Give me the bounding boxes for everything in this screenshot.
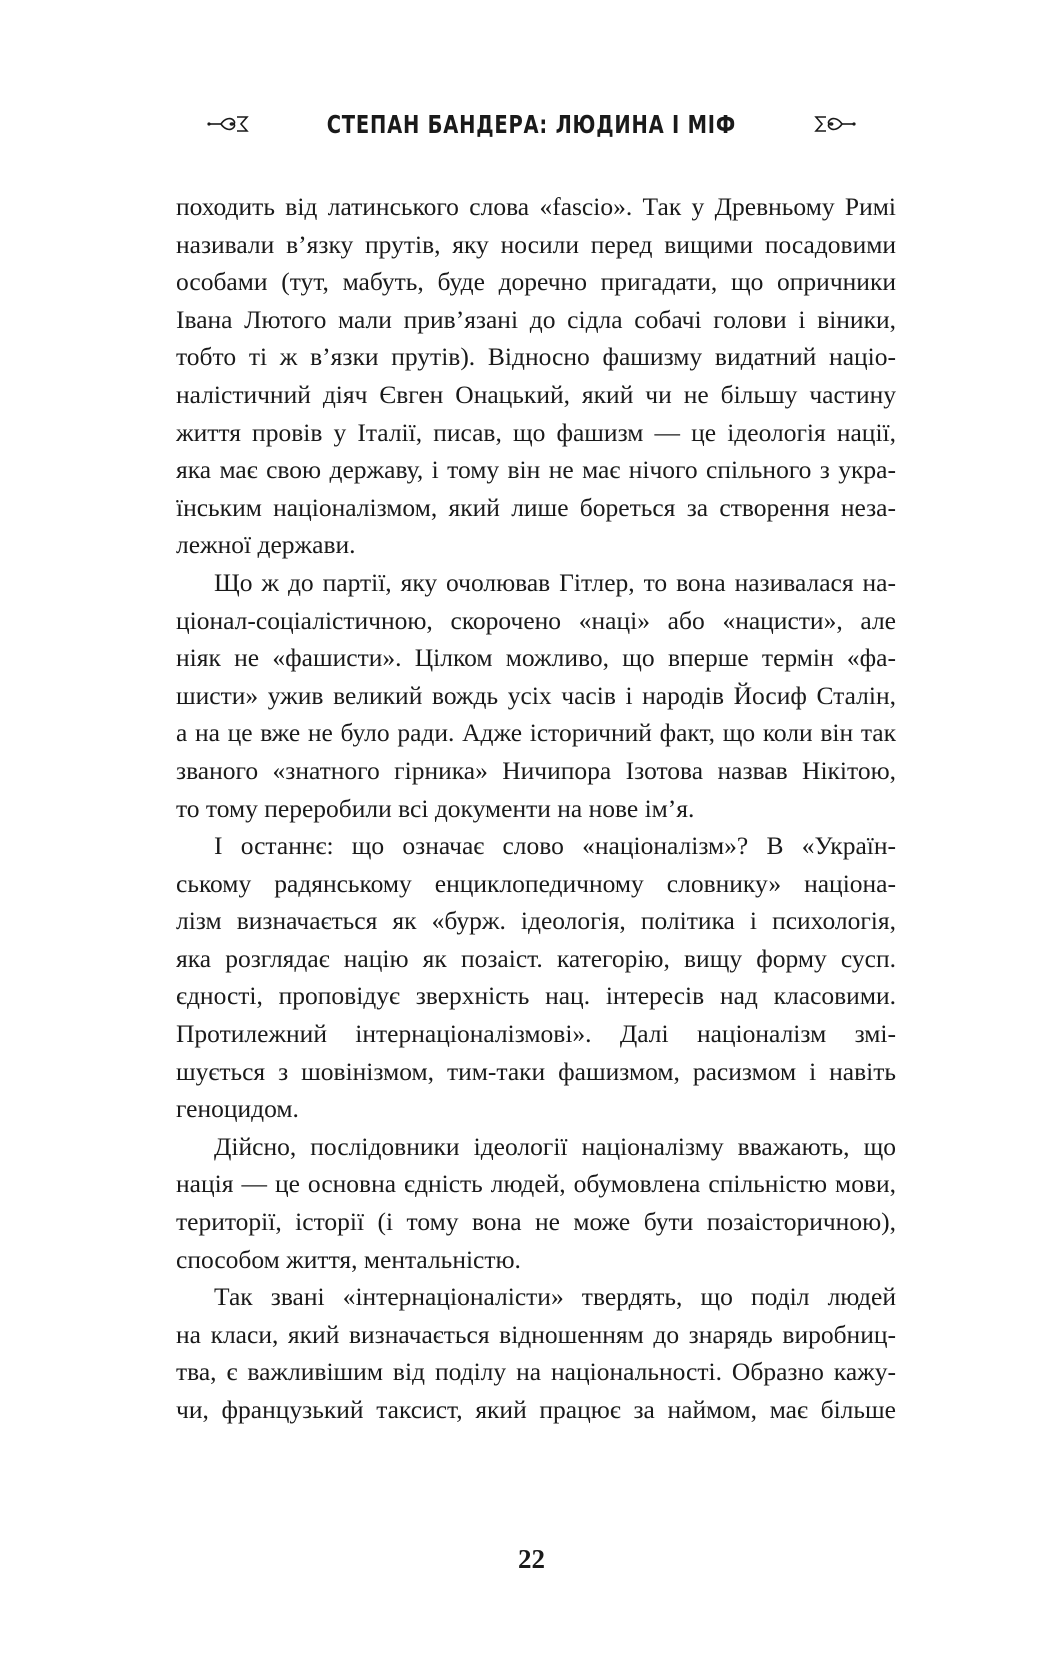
text-line: Що ж до партії, яку очолював Гітлер, то вона називалася на- <box>214 567 896 597</box>
text-line: особами (тут, мабуть, буде доречно пригадати, що опричники <box>176 267 896 297</box>
text-line: яка розглядає націю як позаіст. категорію, вищу форму сусп. <box>176 943 896 973</box>
text-line: геноцидом. <box>176 1094 299 1124</box>
text-line: єдності, проповідує зверхність нац. інтересів над класовими. <box>176 981 896 1011</box>
paragraph <box>176 564 896 827</box>
text-line: званого «знатного гірника» Ничипора Ізотова назвав Нікітою, <box>176 755 896 785</box>
page-number: 22 <box>518 1544 545 1574</box>
flourish-right-icon <box>812 113 856 135</box>
text-line: Протилежний інтернаціоналізмові». Далі націоналізм змі- <box>176 1019 896 1049</box>
text-line: на класи, який визначається відношенням до знарядь виробниц- <box>176 1319 896 1349</box>
text-line: ціонал-соціалістичною, скорочено «наці» або «нацисти», але <box>176 605 896 635</box>
text-line: чи, французький таксист, який працює за наймом, має більше <box>176 1395 896 1424</box>
text-line: життя провів у Італії, писав, що фашизм — це ідеологія нації, <box>176 417 896 447</box>
text-line: лізм визначається як «бурж. ідеологія, політика і психологія, <box>176 906 896 936</box>
text-line: їнським націоналізмом, який лише бореться за створення неза- <box>176 492 896 522</box>
text-line: називали в’язку прутів, яку носили перед вищими посадовими <box>176 229 896 259</box>
text-line: способом життя, ментальністю. <box>176 1244 521 1274</box>
text-line: а на це вже не було ради. Адже історичний факт, що коли він так <box>176 718 896 748</box>
text-line: І останнє: що означає слово «націоналізм»? В «Україн- <box>214 831 896 861</box>
text-line: ніяк не «фашисти». Цілком можливо, що вперше термін «фа- <box>176 643 896 673</box>
running-header <box>0 104 1063 144</box>
paragraph <box>176 827 896 1128</box>
text-line: Івана Лютого мали прив’язані до сідла собачі голови і віники, <box>176 304 896 334</box>
text-line: шується з шовінізмом, тим-таки фашизмом, расизмом і навіть <box>176 1056 896 1086</box>
flourish-left-icon <box>207 113 251 135</box>
body-text <box>176 188 896 1429</box>
text-line: то тому переробили всі документи на нове ім’я. <box>176 793 695 823</box>
text-line: Так звані «інтернаціоналісти» твердять, що поділ людей <box>214 1282 896 1312</box>
text-line: шисти» ужив великий вождь усіх часів і народів Йосиф Сталін, <box>176 680 896 710</box>
text-line: ському радянському енциклопедичному словнику» націона- <box>176 868 896 898</box>
paragraph <box>176 188 896 564</box>
text-line: Дійсно, послідовники ідеології націоналізму вважають, що <box>214 1131 896 1161</box>
text-line: нація — це основна єдність людей, обумовлена спільністю мови, <box>176 1169 896 1199</box>
text-line: налістичний діяч Євген Онацький, який чи не більшу частину <box>176 379 896 409</box>
text-line: тобто ті ж в’язки прутів). Відносно фашизму видатний націо- <box>176 342 896 372</box>
text-line: території, історії (і тому вона не може бути позаісторичною), <box>176 1207 896 1237</box>
running-title: СТЕПАН БАНДЕРА: ЛЮДИНА І МІФ <box>326 109 737 139</box>
paragraph <box>176 1278 896 1428</box>
text-line: походить від латинського слова «fascio». Так у Древньому Римі <box>176 192 896 221</box>
paragraph <box>176 1128 896 1278</box>
text-line: лежної держави. <box>176 530 356 560</box>
text-line: яка має свою державу, і тому він не має нічого спільного з укра- <box>176 455 896 485</box>
text-line: тва, є важливішим від поділу на національності. Образно кажу- <box>176 1357 896 1387</box>
